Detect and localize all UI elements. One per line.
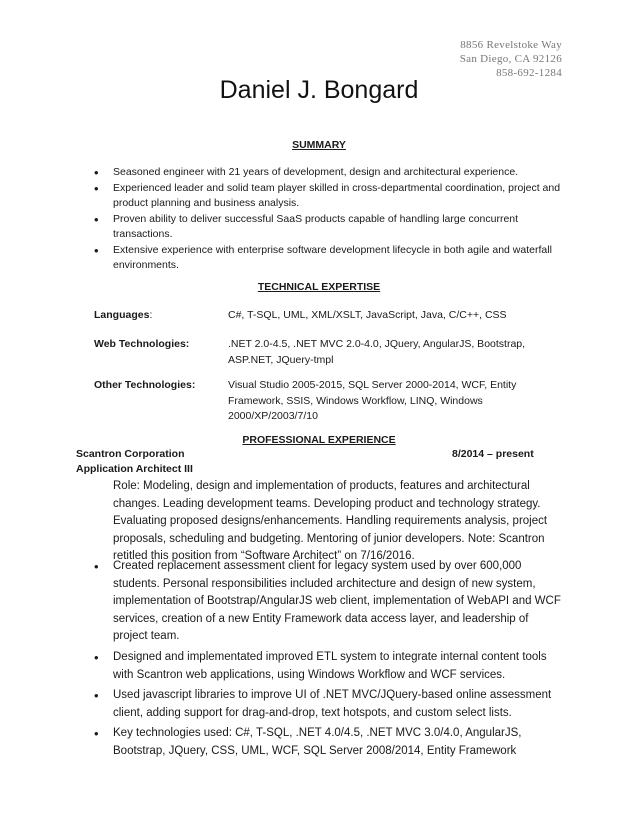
- tech-label-text: Languages: [94, 309, 150, 321]
- summary-list: [94, 165, 564, 274]
- tech-value: Visual Studio 2005-2015, SQL Server 2000-2014, WCF, Entity Framework, SSIS, Windows Workflow, LINQ, Windows 2000/XP/2003/7/10: [228, 379, 517, 422]
- list-item: • Proven ability to deliver successful SaaS products capable of handling large concurrent transactions.: [94, 212, 564, 243]
- address-phone: 858-692-1284: [496, 67, 562, 79]
- list-item: • Key technologies used: C#, T-SQL, .NET 4.0/4.5, .NET MVC 3.0/4.0, AngularJS, Bootstrap, JQuery, CSS, UML, WCF, SQL Server 2008/2014, Entity Framework: [94, 725, 564, 760]
- list-item: • Extensive experience with enterprise software development lifecycle in both agile and waterfall environments.: [94, 243, 564, 274]
- experience-heading: PROFESSIONAL EXPERIENCE: [242, 434, 396, 446]
- tech-value: .NET 2.0-4.5, .NET MVC 2.0-4.0, JQuery, AngularJS, Bootstrap, ASP.NET, JQuery-tmpl: [228, 338, 526, 366]
- candidate-name: Daniel J. Bongard: [219, 76, 419, 104]
- employment-dates: 8/2014 – present: [452, 448, 534, 460]
- address-street: 8856 Revelstoke Way: [460, 39, 562, 51]
- experience-list: [94, 558, 564, 764]
- list-item: • Seasoned engineer with 21 years of development, design and architectural experience.: [94, 165, 564, 181]
- list-item: • Used javascript libraries to improve UI of .NET MVC/JQuery-based online assessment client, adding support for drag-and-drop, text hotspots, and custom select lists.: [94, 687, 564, 722]
- tech-label: Other Technologies:: [94, 379, 196, 391]
- role-description: Role: Modeling, design and implementation of products, features and architectural changes. Leading development teams. Developing product and technology strategy. Evaluating proposed designs/enhancements. Handling requirements analysis, project proposals, scheduling and budgeting. Mentoring of junior developers. Note: Scantron retitled this position from “Software Architect” on 7/16/2016.: [113, 480, 548, 563]
- tech-label-suffix: :: [149, 309, 153, 321]
- contact-address: [460, 38, 562, 80]
- technical-heading: TECHNICAL EXPERTISE: [257, 281, 381, 293]
- job-title: Application Architect III: [76, 463, 193, 475]
- list-item: • Created replacement assessment client for legacy system used by over 600,000 students. Personal responsibilities included architecture and design of new system, implementation of Bootstrap/AngularJS web client, implementation of WebAPI and WCF services, creation of a new Entity Framework data access layer, and leadership of project team.: [94, 558, 564, 646]
- list-item: • Designed and implementated improved ETL system to integrate internal content tools with Scantron web applications, using Windows Workflow and WCF services.: [94, 649, 564, 684]
- list-item: • Experienced leader and solid team player skilled in cross-departmental coordination, project and product planning and business analysis.: [94, 181, 564, 212]
- address-city: San Diego, CA 92126: [459, 53, 562, 65]
- tech-label: [94, 308, 224, 324]
- summary-heading: SUMMARY: [292, 139, 346, 151]
- company-name: Scantron Corporation: [76, 448, 185, 460]
- tech-label: Web Technologies:: [94, 338, 190, 350]
- tech-value: C#, T-SQL, UML, XML/XSLT, JavaScript, Java, C/C++, CSS: [228, 309, 507, 321]
